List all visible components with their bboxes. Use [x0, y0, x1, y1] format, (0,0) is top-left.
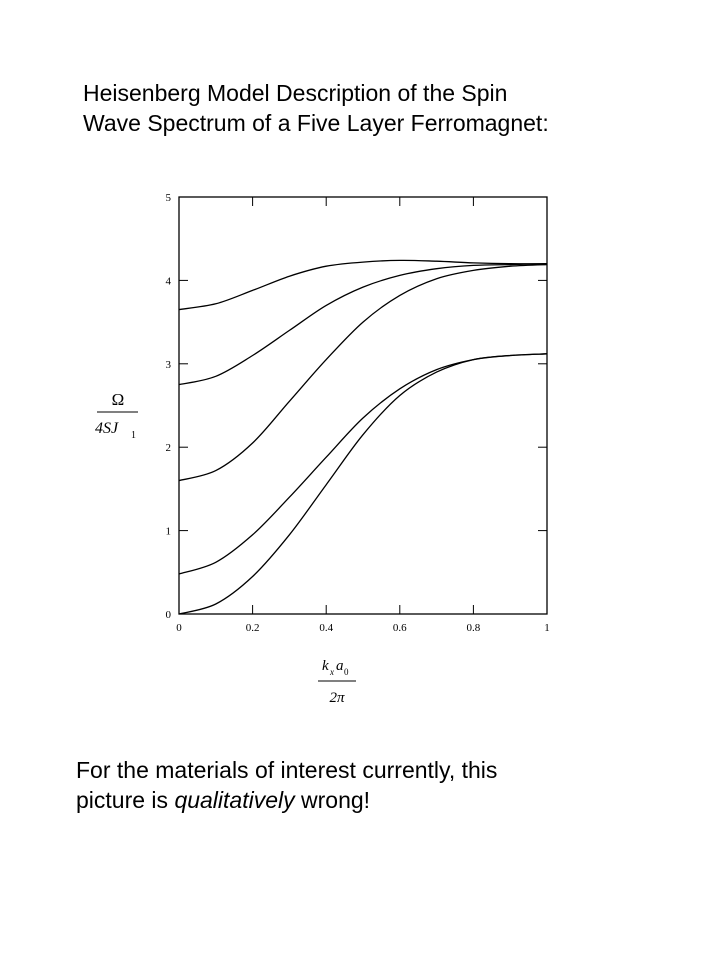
heading-line-2: Wave Spectrum of a Five Layer Ferromagnet: — [83, 110, 549, 136]
footer-emphasis: qualitatively — [174, 787, 295, 813]
x-axis-label-sub2: 0 — [344, 667, 349, 677]
x-tick-label: 0 — [176, 622, 182, 634]
x-axis-label-k: k — [322, 658, 329, 674]
x-tick-label: 0.4 — [319, 622, 334, 634]
series-line-4 — [179, 264, 547, 385]
footer-text-a: picture is — [76, 787, 175, 813]
y-tick-label: 1 — [165, 525, 171, 538]
plot-frame — [179, 197, 547, 614]
x-tick-label: 0.2 — [245, 622, 260, 634]
footer-line-1: For the materials of interest currently, this — [76, 757, 498, 783]
y-tick-label: 2 — [165, 442, 171, 455]
x-tick-label: 1 — [544, 622, 550, 634]
heading-line-1: Heisenberg Model Description of the Spin — [83, 80, 508, 106]
y-tick-label: 3 — [165, 358, 171, 371]
x-axis-label-denominator: 2π — [329, 690, 345, 706]
series-line-2 — [179, 354, 547, 574]
footer-text-b: wrong! — [294, 787, 371, 813]
x-tick-label: 0.6 — [392, 622, 407, 634]
series-line-1 — [179, 354, 547, 614]
y-axis-label-numerator: Ω — [111, 390, 125, 409]
footer-note — [76, 755, 676, 815]
x-tick-label: 0.8 — [466, 622, 481, 634]
y-axis-label-subscript: 1 — [131, 430, 136, 441]
x-axis-label-a: a — [336, 658, 344, 674]
y-tick-label: 0 — [165, 609, 171, 621]
x-axis-label-sub1: x — [330, 667, 334, 677]
y-tick-label: 5 — [165, 192, 171, 204]
y-axis-label-denominator: 4SJ — [95, 420, 119, 437]
y-tick-label: 4 — [165, 275, 171, 288]
footer-line-2 — [76, 785, 676, 815]
